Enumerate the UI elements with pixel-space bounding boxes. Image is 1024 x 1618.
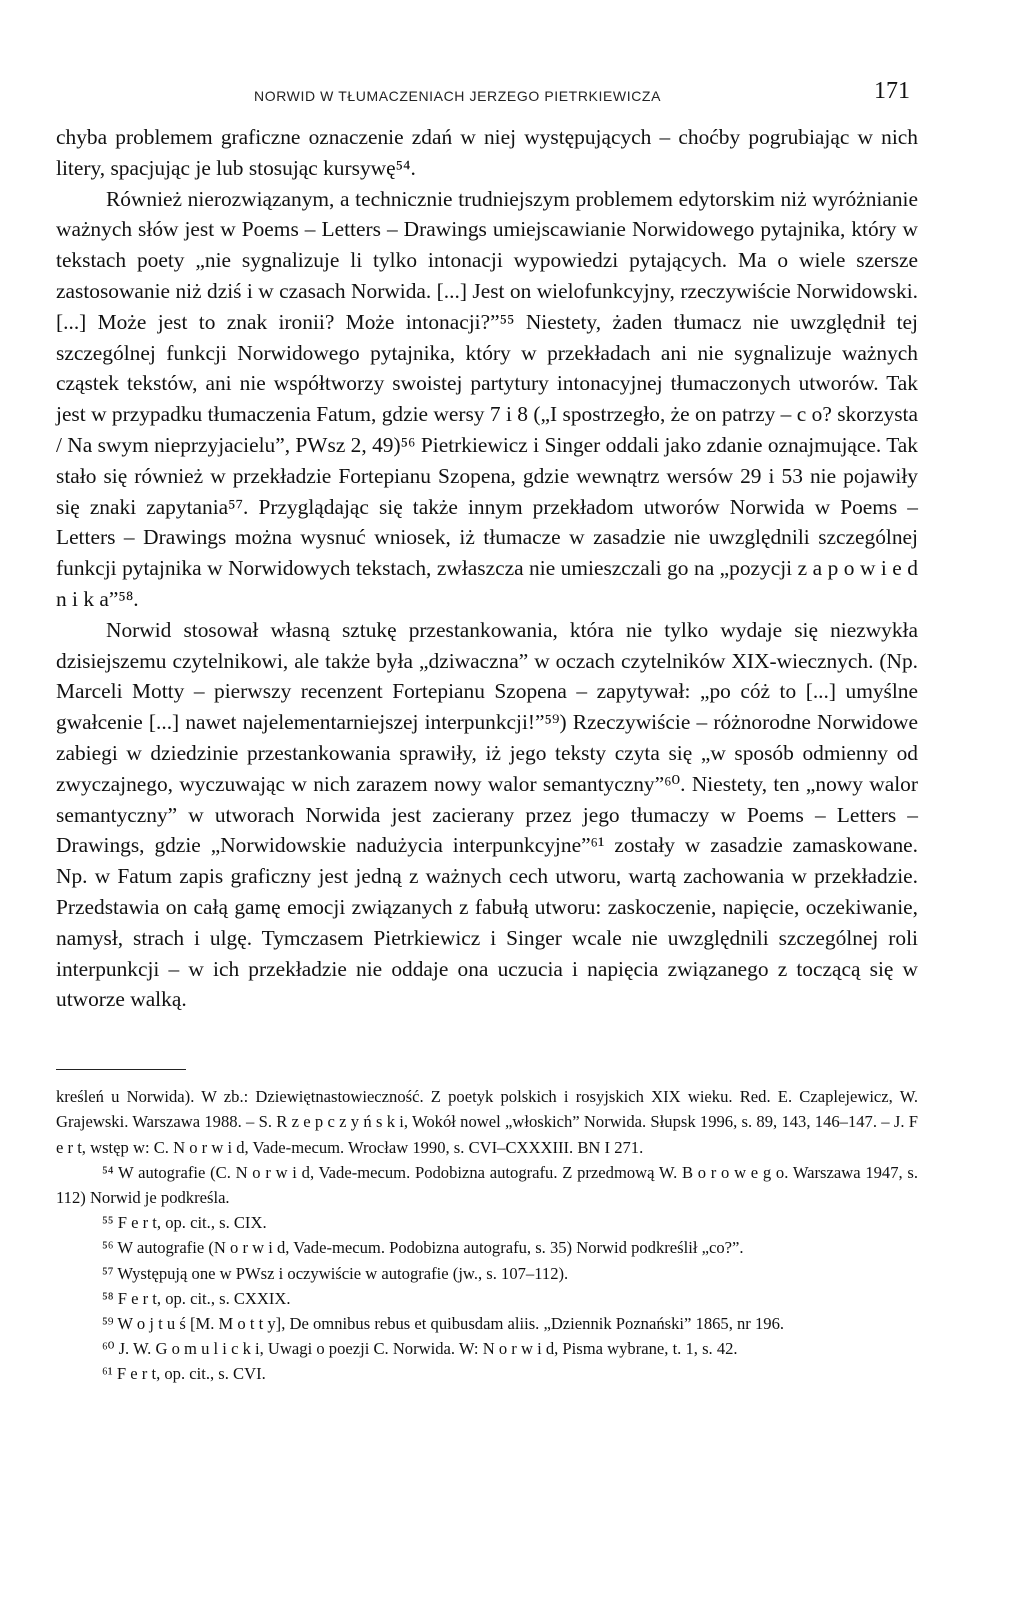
paragraph-3: Norwid stosował własną sztukę przestankowania, która nie tylko wydaje się niezwykła dzisiejszemu czytelnikowi, ale także była „dziwaczna” w oczach czytelników XIX-wiecznych. (Np. Marceli Motty – pierwszy recenzent Fortepianu Szopena – zapytywał: „po cóż to [...] umyślne gwałcenie [...] nawet najelementarniejszej interpunkcji!”⁵⁹) Rzeczywiście – różnorodne Norwidowe zabiegi w dziedzinie przestankowania sprawiły, iż jego teksty czyta się „w sposób odmienny od zwyczajnego, wyczuwając w nich zarazem nowy walor semantyczny”⁶⁰. Niestety, ten „nowy walor semantyczny” w utworach Norwida jest zacierany przez jego tłumaczy w Poems – Letters – Drawings, gdzie „Norwidowskie nadużycia interpunkcyjne”⁶¹ zostały w zasadzie zamaskowane. Np. w Fatum zapis graficzny jest jedną z ważnych cech utworu, wartą zachowania w przekładzie. Przedstawia on całą gamę emocji związanych z fabułą utworu: zaskoczenie, napięcie, oczekiwanie, namysł, strach i ulgę. Tymczasem Pietrkiewicz i Singer wcale nie uwzględnili szczególnej roli interpunkcji – w ich przekładzie nie oddaje ona uczucia i napięcia związanego z toczącą się w utworze walką.: [56, 617, 918, 1012]
footnote-55: ⁵⁵ F e r t, op. cit., s. CIX.: [102, 1213, 267, 1233]
paragraph-2: Również nierozwiązanym, a technicznie trudniejszym problemem edytorskim niż wyróżnianie ważnych słów jest w Poems – Letters – Drawings umiejscawianie Norwidowego pytajnika, który w tekstach poety „nie sygnalizuje li tylko intonacji wypowiedzi pytających. Ma o wiele szersze zastosowanie niż dziś i w czasach Norwida. [...] Jest on wielofunkcyjny, rzeczywiście Norwidowski. [...] Może jest to znak ironii? Może intonacji?”⁵⁵ Niestety, żaden tłumacz nie uwzględnił tej szczególnej funkcji Norwidowego pytajnika, który w przekładach ani nie sygnalizuje ważnych cząstek tekstów, ani nie współtworzy swoistej partytury intonacyjnej tłumaczonych utworów. Tak jest w przypadku tłumaczenia Fatum, gdzie wersy 7 i 8 („I spostrzegło, że on patrzy – c o? skorzysta / Na swym nieprzyjacielu”, PWsz 2, 49)⁵⁶ Pietrkiewicz i Singer oddali jako zdanie oznajmujące. Tak stało się również w przekładzie Fortepianu Szopena, gdzie wewnątrz wersów 29 i 53 nie pojawiły się znaki zapytania⁵⁷. Przyglądając się także innym przekładom utworów Norwida w Poems – Letters – Drawings można wysnuć wniosek, iż tłumacze w zasadzie nie uwzględnili szczególnej funkcji pytajnika w Norwidowych tekstach, zwłaszcza nie umieszczali go na „pozycji z a p o w i e d n i k a”⁵⁸.: [56, 186, 918, 611]
footnote-61: ⁶¹ F e r t, op. cit., s. CVI.: [102, 1364, 266, 1384]
footnote-divider: [56, 1069, 186, 1070]
page-number: 171: [874, 78, 910, 104]
footnote-54: ⁵⁴ W autografie (C. N o r w i d, Vade-mecum. Podobizna autografu. Z przedmową W. B o r o w e g o. Warszawa 1947, s. 112) Norwid je podkreśla.: [56, 1162, 918, 1207]
footnotes: [56, 1084, 918, 1386]
paragraph-1: chyba problemem graficzne oznaczenie zdań w niej występujących – choćby pogrubiając w nich litery, spacjując je lub stosując kursywę⁵⁴.: [56, 125, 918, 180]
footnote-56: ⁵⁶ W autografie (N o r w i d, Vade-mecum. Podobizna autografu, s. 35) Norwid podkreślił „co?”.: [102, 1238, 744, 1258]
book-page: [56, 70, 918, 1387]
footnote-59: ⁵⁹ W o j t u ś [M. M o t t y], De omnibus rebus et quibusdam aliis. „Dziennik Poznański” 1865, nr 196.: [102, 1313, 785, 1333]
footnote-57: ⁵⁷ Występują one w PWsz i oczywiście w autografie (jw., s. 107–112).: [102, 1263, 569, 1283]
footnote-60: ⁶⁰ J. W. G o m u l i c k i, Uwagi o poezji C. Norwida. W: N o r w i d, Pisma wybrane, t. 1, s. 42.: [102, 1339, 738, 1359]
running-title: NORWID W TŁUMACZENIACH JERZEGO PIETRKIEWICZA: [254, 88, 662, 104]
page-header: [56, 70, 918, 110]
footnote-continuation: kreśleń u Norwida). W zb.: Dziewiętnastowieczność. Z poetyk polskich i rosyjskich XIX wieku. Red. E. Czaplejewicz, W. Grajewski. Warszawa 1988. – S. R z e p c z y ń s k i, Wokół nowel „włoskich” Norwida. Słupsk 1996, s. 89, 143, 146–147. – J. F e r t, wstęp w: C. N o r w i d, Vade-mecum. Wrocław 1990, s. CVI–CXXXIII. BN I 271.: [56, 1087, 918, 1157]
main-text: [56, 122, 918, 1015]
footnote-58: ⁵⁸ F e r t, op. cit., s. CXXIX.: [102, 1288, 291, 1308]
